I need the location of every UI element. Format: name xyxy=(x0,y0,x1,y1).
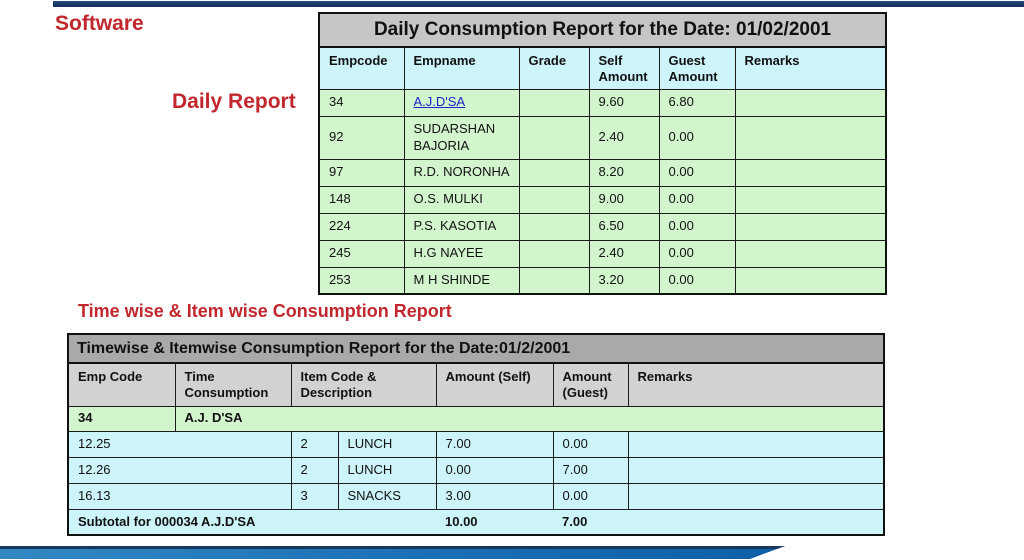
subtotal-remarks xyxy=(628,509,884,535)
table-row xyxy=(319,186,886,213)
cell-item-desc: LUNCH xyxy=(338,457,436,483)
daily-consumption-table xyxy=(318,12,887,295)
cell-grade xyxy=(519,213,589,240)
cell-time: 12.25 xyxy=(68,431,291,457)
cell-empname: O.S. MULKI xyxy=(404,186,519,213)
cell-remarks xyxy=(735,240,886,267)
col-header-grade: Grade xyxy=(519,47,589,89)
cell-guest: 0.00 xyxy=(659,116,735,159)
cell-self: 2.40 xyxy=(589,116,659,159)
cell-remarks xyxy=(735,159,886,186)
cell-time: 16.13 xyxy=(68,483,291,509)
subtotal-label: Subtotal for 000034 A.J.D'SA xyxy=(68,509,436,535)
group-emp-name: A.J. D'SA xyxy=(175,406,884,431)
bottom-accent-bar xyxy=(0,546,785,559)
cell-grade xyxy=(519,89,589,116)
col-header-self-amount: Self Amount xyxy=(589,47,659,89)
cell-empcode: 253 xyxy=(319,267,404,294)
cell-item-code: 2 xyxy=(291,431,338,457)
cell-remarks xyxy=(628,483,884,509)
cell-self: 3.20 xyxy=(589,267,659,294)
table-row xyxy=(319,213,886,240)
cell-guest: 0.00 xyxy=(659,186,735,213)
cell-remarks xyxy=(735,213,886,240)
table-row xyxy=(68,431,884,457)
group-emp-code: 34 xyxy=(68,406,175,431)
cell-item-code: 2 xyxy=(291,457,338,483)
top-accent-bar xyxy=(53,1,1024,7)
cell-time: 12.26 xyxy=(68,457,291,483)
subtotal-row xyxy=(68,509,884,535)
table-row xyxy=(319,159,886,186)
table-row xyxy=(319,89,886,116)
cell-empcode: 224 xyxy=(319,213,404,240)
table-row xyxy=(68,457,884,483)
cell-empcode: 245 xyxy=(319,240,404,267)
cell-self: 9.60 xyxy=(589,89,659,116)
timewise-title-row xyxy=(68,334,884,363)
col-header-empname: Empname xyxy=(404,47,519,89)
cell-grade xyxy=(519,267,589,294)
timewise-header-row xyxy=(68,363,884,406)
cell-item-desc: SNACKS xyxy=(338,483,436,509)
software-label: Software xyxy=(55,12,144,35)
daily-table-title: Daily Consumption Report for the Date: 01/02/2001 xyxy=(319,13,886,47)
col-header-guest-amount: Guest Amount xyxy=(659,47,735,89)
table-row xyxy=(319,240,886,267)
cell-guest: 6.80 xyxy=(659,89,735,116)
cell-remarks xyxy=(735,267,886,294)
cell-remarks xyxy=(735,89,886,116)
subtotal-amount-self: 10.00 xyxy=(436,509,553,535)
cell-empname: SUDARSHAN BAJORIA xyxy=(404,116,519,159)
cell-amount-self: 0.00 xyxy=(436,457,553,483)
timewise-table-title: Timewise & Itemwise Consumption Report for the Date:01/2/2001 xyxy=(68,334,884,363)
cell-empname: P.S. KASOTIA xyxy=(404,213,519,240)
col-header-time-consumption: Time Consumption xyxy=(175,363,291,406)
timewise-itemwise-table xyxy=(67,333,885,536)
cell-self: 8.20 xyxy=(589,159,659,186)
cell-empcode: 92 xyxy=(319,116,404,159)
cell-grade xyxy=(519,116,589,159)
subtotal-amount-guest: 7.00 xyxy=(553,509,628,535)
cell-amount-guest: 0.00 xyxy=(553,431,628,457)
cell-grade xyxy=(519,240,589,267)
cell-empname: M H SHINDE xyxy=(404,267,519,294)
cell-guest: 0.00 xyxy=(659,213,735,240)
table-row xyxy=(319,116,886,159)
cell-empcode: 34 xyxy=(319,89,404,116)
cell-empname: H.G NAYEE xyxy=(404,240,519,267)
col-header-remarks: Remarks xyxy=(628,363,884,406)
cell-item-desc: LUNCH xyxy=(338,431,436,457)
daily-header-row xyxy=(319,47,886,89)
cell-amount-guest: 7.00 xyxy=(553,457,628,483)
cell-grade xyxy=(519,159,589,186)
table-row xyxy=(68,483,884,509)
col-header-amount-guest: Amount (Guest) xyxy=(553,363,628,406)
cell-self: 6.50 xyxy=(589,213,659,240)
cell-remarks xyxy=(735,186,886,213)
cell-grade xyxy=(519,186,589,213)
cell-amount-self: 3.00 xyxy=(436,483,553,509)
cell-self: 2.40 xyxy=(589,240,659,267)
cell-guest: 0.00 xyxy=(659,240,735,267)
cell-self: 9.00 xyxy=(589,186,659,213)
cell-amount-guest: 0.00 xyxy=(553,483,628,509)
cell-empcode: 148 xyxy=(319,186,404,213)
table-row xyxy=(319,267,886,294)
col-header-empcode: Empcode xyxy=(319,47,404,89)
cell-empname: R.D. NORONHA xyxy=(404,159,519,186)
cell-guest: 0.00 xyxy=(659,267,735,294)
cell-remarks xyxy=(735,116,886,159)
daily-report-label: Daily Report xyxy=(172,90,296,113)
cell-item-code: 3 xyxy=(291,483,338,509)
cell-empcode: 97 xyxy=(319,159,404,186)
col-header-remarks: Remarks xyxy=(735,47,886,89)
empname-link[interactable]: A.J.D'SA xyxy=(413,94,466,110)
col-header-item-code-description: Item Code & Description xyxy=(291,363,436,406)
employee-group-row xyxy=(68,406,884,431)
col-header-amount-self: Amount (Self) xyxy=(436,363,553,406)
cell-guest: 0.00 xyxy=(659,159,735,186)
timewise-heading: Time wise & Item wise Consumption Report xyxy=(78,301,452,321)
daily-title-row xyxy=(319,13,886,47)
cell-amount-self: 7.00 xyxy=(436,431,553,457)
cell-empname xyxy=(404,89,519,116)
col-header-emp-code: Emp Code xyxy=(68,363,175,406)
cell-remarks xyxy=(628,431,884,457)
cell-remarks xyxy=(628,457,884,483)
